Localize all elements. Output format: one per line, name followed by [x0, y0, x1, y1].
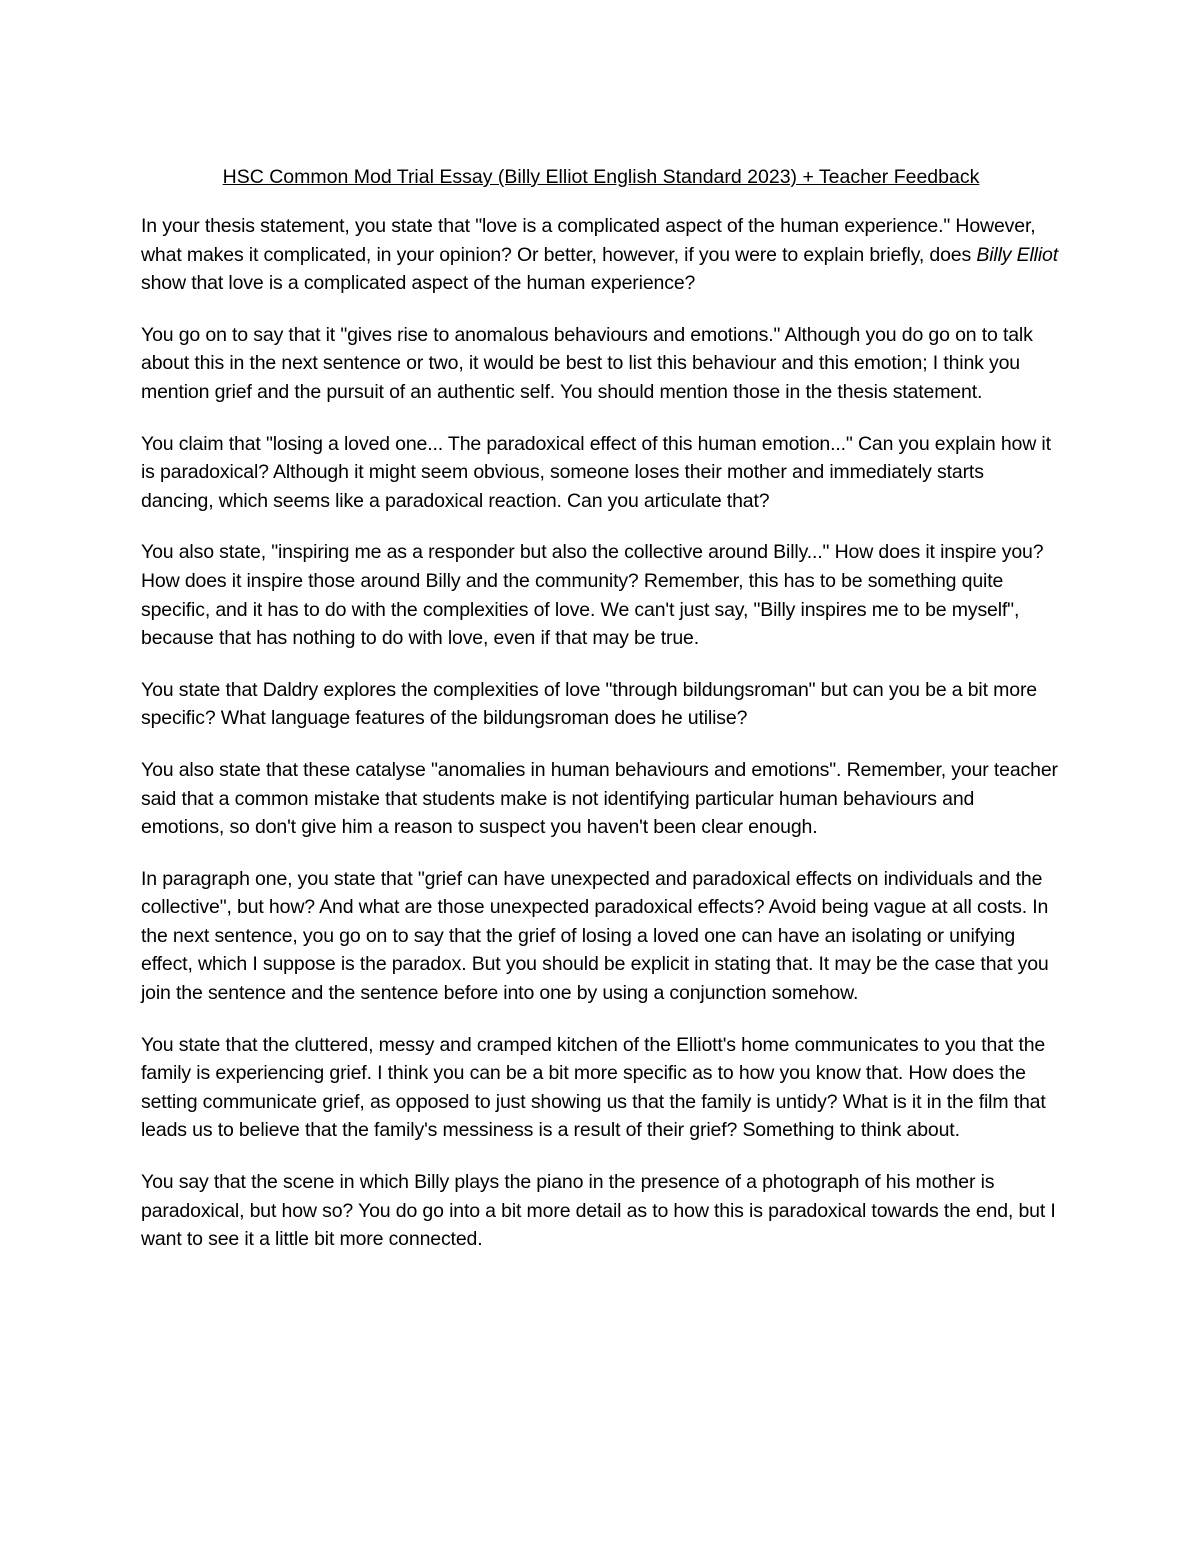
paragraph-paradoxical-effect: You claim that "losing a loved one... The paradoxical effect of this human emotion..." Can you explain how it is paradoxical? Although it might seem obvious, someone loses their mother and immediately starts dancing, which seems like a paradoxical reaction. Can you articulate that?	[141, 432, 1051, 512]
paragraph-bildungsroman: You state that Daldry explores the complexities of love "through bildungsroman" but can you be a bit more specific? What language features of the bildungsroman does he utilise?	[141, 678, 1037, 730]
paragraph-thesis-text-start: In your thesis statement, you state that "love is a complicated aspect of the human experience." However, what makes it complicated, in your opinion? Or better, however, if you were to explain briefly, does	[141, 215, 1036, 266]
paragraph-thesis-text-end: show that love is a complicated aspect of the human experience?	[141, 272, 696, 295]
paragraph-inspiring-responder: You also state, "inspiring me as a responder but also the collective around Billy..." How does it inspire you? How does it inspire those around Billy and the community? Remember, this has to be something quite specific, and it has to do with the complexities of love. We can't just say, "Billy inspires me to be myself", because that has nothing to do with love, even if that may be true.	[141, 541, 1044, 650]
paragraph-thesis	[141, 212, 1061, 298]
paragraph-anomalous-behaviours: You go on to say that it "gives rise to anomalous behaviours and emotions." Although you do go on to talk about this in the next sentence or two, it would be best to list this behaviour and this emotion; I think you mention grief and the pursuit of an authentic self. You should mention those in the thesis statement.	[141, 323, 1033, 403]
paragraph-one-grief: In paragraph one, you state that "grief can have unexpected and paradoxical effects on individuals and the collective", but how? And what are those unexpected paradoxical effects? Avoid being vague at all costs. In the next sentence, you go on to say that the grief of losing a loved one can have an isolating or unifying effect, which I suppose is the paradox. But you should be explicit in stating that. It may be the case that you join the sentence and the sentence before into one by using a conjunction somehow.	[141, 867, 1049, 1005]
paragraph-piano-scene: You say that the scene in which Billy plays the piano in the presence of a photograph of his mother is paradoxical, but how so? You do go into a bit more detail as to how this is paradoxical towards the end, but I want to see it a little bit more connected.	[141, 1171, 1056, 1251]
paragraph-kitchen-setting: You state that the cluttered, messy and cramped kitchen of the Elliott's home communicates to you that the family is experiencing grief. I think you can be a bit more specific as to how you know that. How does the setting communicate grief, as opposed to just showing us that the family is untidy? What is it in the film that leads us to believe that the family's messiness is a result of their grief? Something to think about.	[141, 1033, 1046, 1142]
film-title-italic: Billy Elliot	[976, 243, 1058, 266]
document-title: HSC Common Mod Trial Essay (Billy Elliot English Standard 2023) + Teacher Feedback	[222, 166, 980, 188]
document-page	[141, 163, 1061, 1277]
paragraph-catalyse-anomalies: You also state that these catalyse "anomalies in human behaviours and emotions". Remember, your teacher said that a common mistake that students make is not identifying particular human behaviours and emotions, so don't give him a reason to suspect you haven't been clear enough.	[141, 758, 1058, 839]
